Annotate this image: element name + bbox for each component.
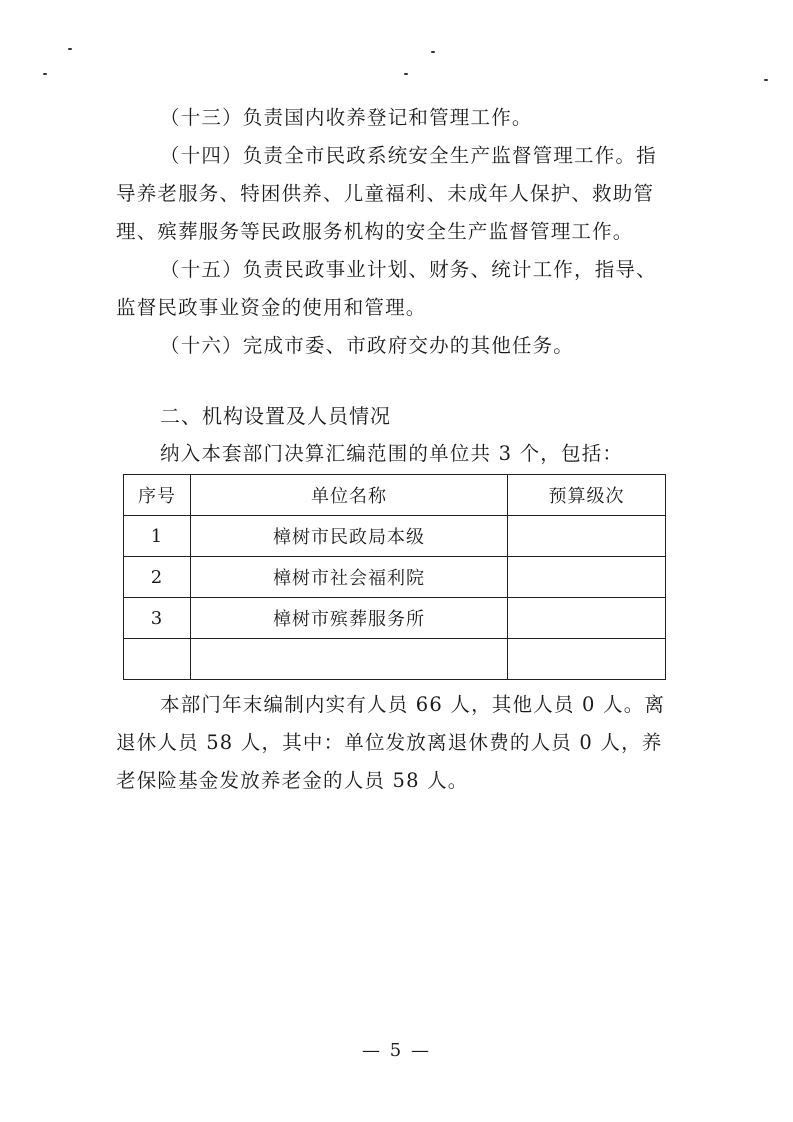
staffing-line-3: 老保险基金发放养老金的人员 58 人。 (116, 769, 469, 792)
section-heading: 二、机构设置及人员情况 (160, 404, 391, 428)
section-intro: 纳入本套部门决算汇编范围的单位共 3 个，包括： (160, 442, 624, 465)
scan-speck (404, 73, 408, 75)
cell-budget-level (508, 639, 666, 680)
duty-14-line-2: 导养老服务、特困供养、儿童福利、未成年人保护、救助管 (116, 182, 655, 205)
cell-seq: 2 (124, 557, 191, 598)
cell-unit-name (191, 639, 508, 680)
duty-15-line-2: 监督民政事业资金的使用和管理。 (116, 296, 427, 319)
cell-unit-name: 樟树市社会福利院 (191, 557, 508, 598)
header-budget-level: 预算级次 (508, 475, 666, 516)
table-row (124, 516, 666, 557)
staffing-line-1: 本部门年末编制内实有人员 66 人，其他人员 0 人。离 (160, 693, 666, 716)
cell-unit-name: 樟树市民政局本级 (191, 516, 508, 557)
table-row (124, 557, 666, 598)
cell-budget-level (508, 557, 666, 598)
cell-unit-name: 樟树市殡葬服务所 (191, 598, 508, 639)
duty-14-line-1: （十四）负责全市民政系统安全生产监督管理工作。指 (160, 144, 657, 167)
scan-speck (764, 79, 768, 81)
duty-16-line-1: （十六）完成市委、市政府交办的其他任务。 (160, 334, 575, 357)
cell-seq: 3 (124, 598, 191, 639)
duty-15-line-1: （十五）负责民政事业计划、财务、统计工作，指导、 (160, 258, 657, 281)
scan-speck (68, 48, 72, 50)
cell-budget-level (508, 516, 666, 557)
cell-seq: 1 (124, 516, 191, 557)
duty-14-line-3: 理、殡葬服务等民政服务机构的安全生产监督管理工作。 (116, 220, 634, 243)
table-row (124, 639, 666, 680)
units-table (123, 474, 666, 680)
header-unit-name: 单位名称 (191, 475, 508, 516)
page-number: — 5 — (362, 1040, 431, 1061)
header-seq: 序号 (124, 475, 191, 516)
cell-budget-level (508, 598, 666, 639)
scan-speck (43, 73, 47, 75)
table-row (124, 598, 666, 639)
duty-13-line-1: （十三）负责国内收养登记和管理工作。 (160, 106, 533, 129)
staffing-line-2: 退休人员 58 人，其中：单位发放离退休费的人员 0 人，养 (116, 731, 663, 754)
scan-speck (431, 51, 435, 53)
table-header-row (124, 475, 666, 516)
cell-seq (124, 639, 191, 680)
